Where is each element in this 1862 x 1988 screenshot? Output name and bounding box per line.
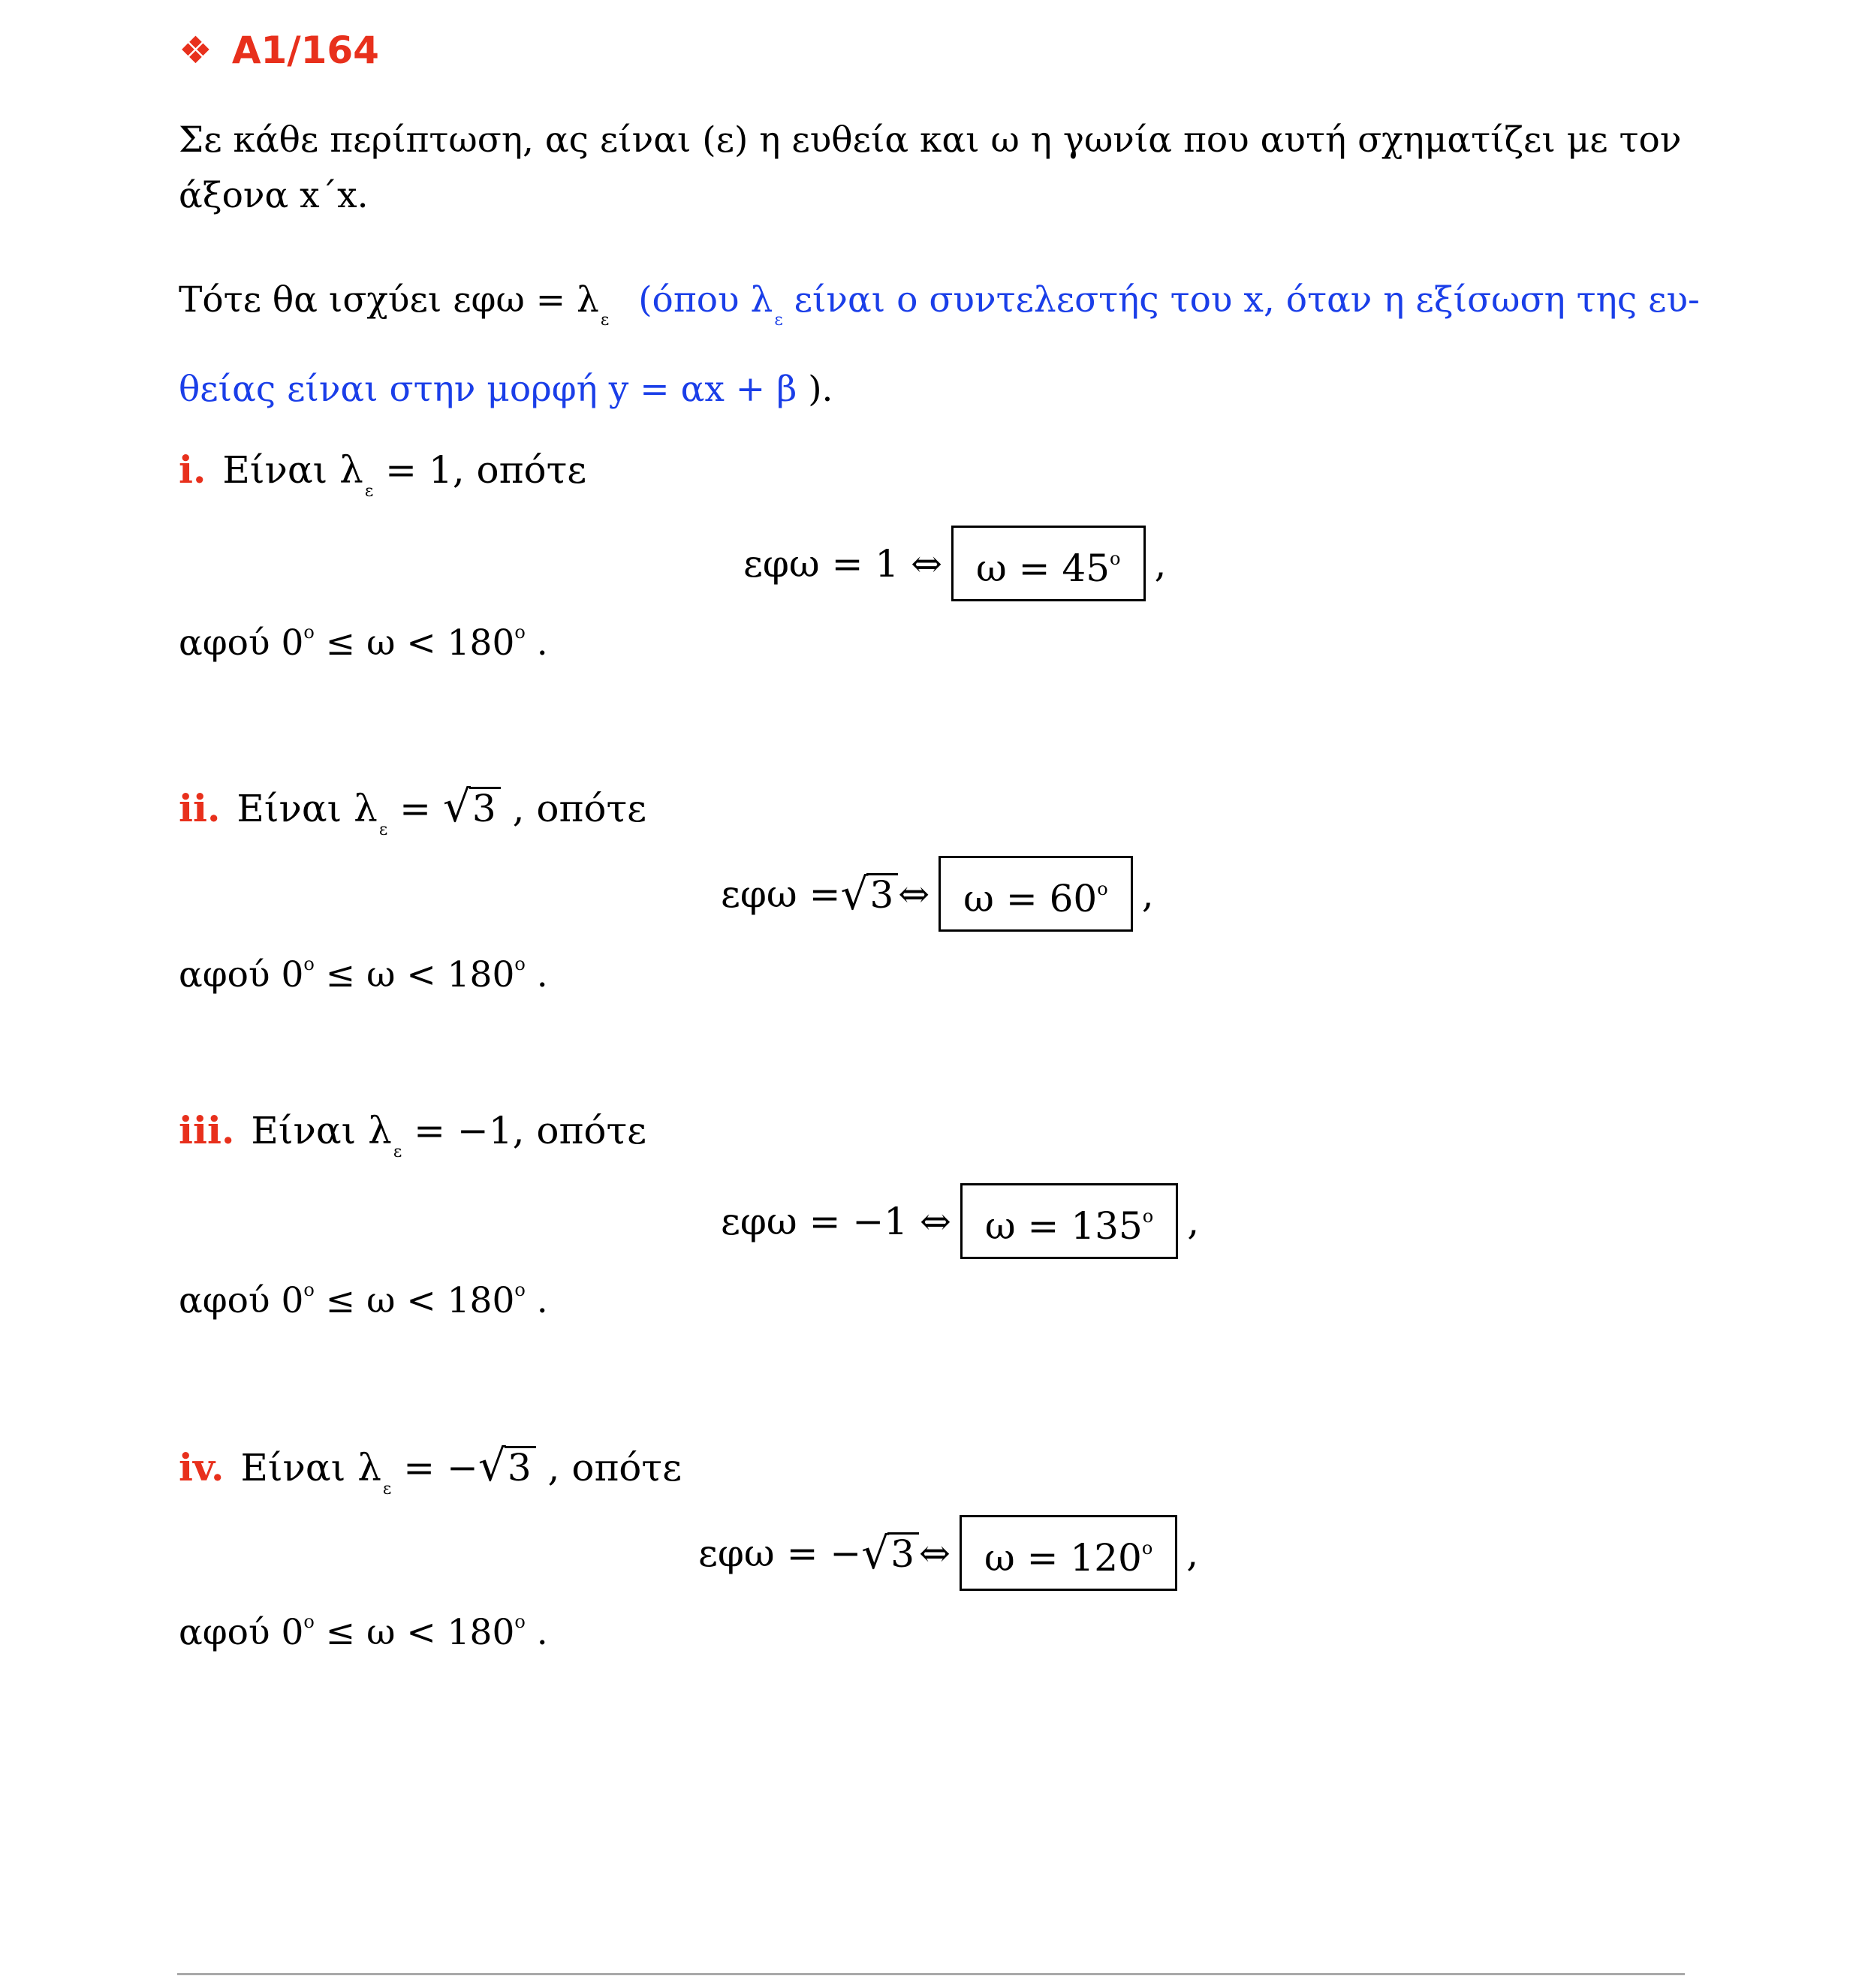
condition-end: . [525, 1612, 548, 1653]
given-value: = − [391, 1446, 478, 1489]
degree-sign: o [1141, 1538, 1153, 1559]
case-iv-equation [698, 1515, 1198, 1591]
exercise-title [179, 29, 379, 72]
answer-value: ω = 60 [963, 877, 1098, 920]
relation-form: θείας είναι στην μορφή y = αx + β [179, 369, 797, 410]
case-ii-equation [721, 856, 1154, 932]
boxed-answer [939, 856, 1133, 932]
condition-mid: ≤ ω < 180 [314, 954, 515, 996]
condition-start: αφού 0 [179, 1612, 304, 1653]
condition-mid: ≤ ω < 180 [314, 1280, 515, 1321]
case-i-condition [179, 622, 548, 664]
degree-sign: o [303, 1279, 315, 1300]
boxed-answer [951, 526, 1146, 601]
equivalence-arrow: ⇔ [898, 872, 930, 916]
case-number: iv. [179, 1445, 224, 1489]
radicand: 3 [887, 1532, 919, 1574]
condition-start: αφού 0 [179, 954, 304, 996]
case-iii-condition [179, 1279, 548, 1321]
given-value: = 1 [373, 448, 453, 492]
radicand: 3 [505, 1446, 536, 1487]
equivalence-arrow: ⇔ [919, 1531, 951, 1575]
sqrt-icon: √ [840, 868, 869, 920]
equation-lhs: εφω = [721, 872, 841, 916]
given-subscript: ε [378, 821, 388, 839]
condition-mid: ≤ ω < 180 [314, 1612, 515, 1653]
given-text: Είναι λ [237, 787, 378, 830]
given-text: Είναι λ [251, 1109, 392, 1152]
equation-lhs: εφω = −1 ⇔ [721, 1199, 951, 1243]
given-post: , οπότε [452, 448, 587, 492]
relation-note-start: (όπου λ [638, 279, 773, 321]
answer-value: ω = 45 [975, 547, 1110, 590]
relation-line-1 [179, 266, 1700, 355]
boxed-answer [960, 1183, 1178, 1259]
sqrt-icon: √ [861, 1527, 890, 1579]
case-number: i. [179, 447, 206, 492]
case-iv-condition [179, 1611, 548, 1653]
case-ii-given [179, 781, 646, 839]
degree-sign: o [303, 622, 315, 643]
relation-lead: Τότε θα ισχύει εφω = λ [179, 279, 599, 321]
condition-mid: ≤ ω < 180 [314, 622, 515, 664]
equation-lhs: εφω = − [698, 1531, 862, 1575]
radicand: 3 [866, 873, 898, 914]
given-post: , οπότε [512, 1109, 647, 1152]
relation-line-2 [179, 355, 1700, 424]
given-text: Είναι λ [222, 448, 363, 492]
boxed-answer [960, 1515, 1177, 1591]
relation-paragraph [179, 266, 1700, 424]
given-subscript: ε [393, 1143, 402, 1161]
given-post: , οπότε [500, 787, 647, 830]
relation-note [638, 279, 1700, 330]
footer-divider [177, 1973, 1685, 1975]
intro-line-1: Σε κάθε περίπτωση, ας είναι (ε) η ευθεία και ω η γωνία που αυτή σχηματίζει με τον [179, 119, 1682, 161]
degree-sign: o [514, 953, 526, 974]
degree-sign: o [1097, 878, 1108, 899]
equation-lhs: εφω = 1 ⇔ [743, 541, 942, 586]
relation-note-rest: είναι ο συντελεστής του x, όταν η εξίσωση της ευ- [782, 279, 1700, 321]
degree-sign: o [1142, 1206, 1154, 1227]
case-i-given [179, 447, 586, 501]
given-subscript: ε [382, 1480, 392, 1499]
case-iii-given [179, 1108, 646, 1161]
intro-line-2: άξονα x΄x. [179, 175, 369, 216]
case-iv-given [179, 1440, 682, 1499]
given-value: = [387, 787, 443, 830]
intro-paragraph [179, 113, 1681, 224]
case-number: iii. [179, 1108, 235, 1152]
equation-comma: , [1154, 541, 1167, 586]
case-ii-condition [179, 953, 548, 996]
degree-sign: o [303, 1611, 315, 1632]
degree-sign: o [303, 953, 315, 974]
relation-end: ). [797, 369, 833, 410]
degree-sign: o [514, 622, 526, 643]
degree-sign: o [514, 1611, 526, 1632]
equation-comma: , [1187, 1199, 1200, 1243]
sqrt-icon: √ [442, 781, 471, 832]
answer-value: ω = 135 [984, 1204, 1143, 1248]
relation-note-subscript: ε [774, 311, 783, 330]
diamond-bullet-icon: ❖ [179, 29, 212, 72]
given-post: , οπότε [535, 1446, 682, 1489]
given-text: Είναι λ [240, 1446, 381, 1489]
degree-sign: o [1110, 548, 1121, 569]
case-number: ii. [179, 786, 221, 830]
condition-start: αφού 0 [179, 622, 304, 664]
condition-start: αφού 0 [179, 1280, 304, 1321]
equation-comma: , [1141, 872, 1154, 916]
condition-end: . [525, 954, 548, 996]
equation-comma: , [1186, 1531, 1199, 1575]
relation-subscript: ε [600, 311, 610, 330]
radicand: 3 [469, 787, 501, 828]
given-subscript: ε [364, 482, 374, 501]
degree-sign: o [514, 1279, 526, 1300]
sqrt-icon: √ [478, 1440, 506, 1491]
case-i-equation [743, 526, 1166, 601]
condition-end: . [525, 1280, 548, 1321]
exercise-number: A1/164 [231, 29, 379, 72]
case-iii-equation [721, 1183, 1199, 1259]
answer-value: ω = 120 [984, 1536, 1142, 1580]
condition-end: . [525, 622, 548, 664]
given-value: = −1 [402, 1109, 513, 1152]
